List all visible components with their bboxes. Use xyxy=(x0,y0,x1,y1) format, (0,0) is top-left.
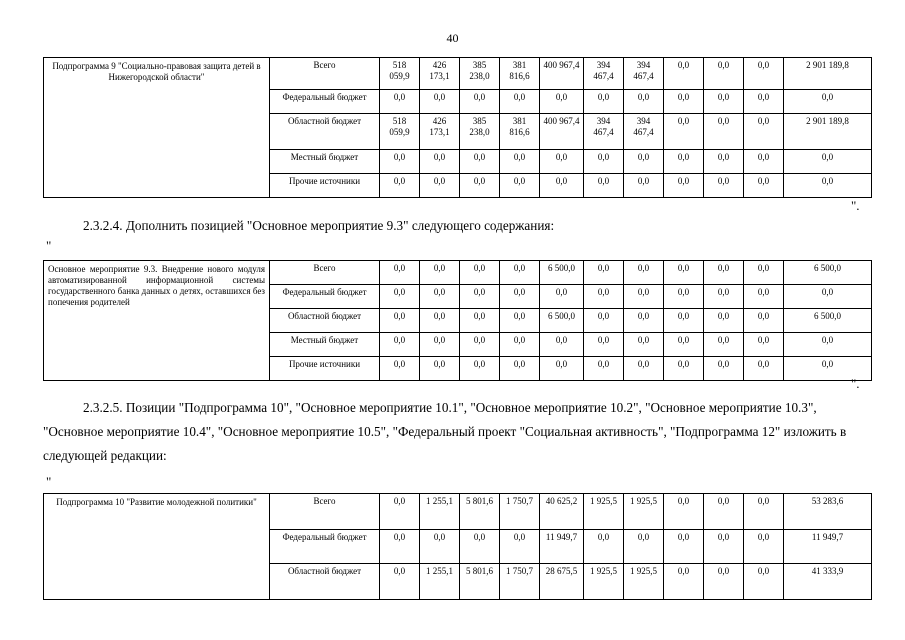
amount-cell: 0,0 xyxy=(584,530,624,564)
amount-cell: 0,0 xyxy=(664,333,704,357)
amount-cell: 40 625,2 xyxy=(540,494,584,530)
amount-cell: 2 901 189,8 xyxy=(784,114,872,150)
amount-cell: 0,0 xyxy=(664,174,704,198)
amount-cell: 0,0 xyxy=(380,285,420,309)
amount-cell: 0,0 xyxy=(744,90,784,114)
closing-quote: ". xyxy=(851,198,860,213)
amount-cell: 5 801,6 xyxy=(460,494,500,530)
funding-source-cell: Прочие источники xyxy=(270,357,380,381)
amount-cell: 0,0 xyxy=(704,309,744,333)
amount-cell: 6 500,0 xyxy=(784,261,872,285)
amount-cell: 0,0 xyxy=(784,90,872,114)
amount-cell: 0,0 xyxy=(420,285,460,309)
amount-cell: 0,0 xyxy=(420,530,460,564)
amount-cell: 0,0 xyxy=(664,90,704,114)
amount-cell: 0,0 xyxy=(744,564,784,600)
amount-cell: 0,0 xyxy=(624,261,664,285)
amount-cell: 0,0 xyxy=(704,58,744,90)
funding-source-cell: Федеральный бюджет xyxy=(270,530,380,564)
amount-cell: 0,0 xyxy=(624,90,664,114)
amount-cell: 0,0 xyxy=(420,333,460,357)
funding-source-cell: Всего xyxy=(270,58,380,90)
amount-cell: 0,0 xyxy=(664,564,704,600)
amount-cell: 0,0 xyxy=(744,114,784,150)
amount-cell: 0,0 xyxy=(540,333,584,357)
table-row xyxy=(44,58,872,90)
amount-cell: 381 816,6 xyxy=(500,114,540,150)
amount-cell: 11 949,7 xyxy=(540,530,584,564)
funding-source-cell: Федеральный бюджет xyxy=(270,285,380,309)
amount-cell: 0,0 xyxy=(380,90,420,114)
subprogram-10-budget-table xyxy=(43,493,872,600)
amount-cell: 0,0 xyxy=(744,530,784,564)
amount-cell: 394 467,4 xyxy=(624,58,664,90)
amount-cell: 385 238,0 xyxy=(460,114,500,150)
amount-cell: 0,0 xyxy=(584,309,624,333)
amount-cell: 0,0 xyxy=(380,494,420,530)
amount-cell: 0,0 xyxy=(500,357,540,381)
opening-quote: " xyxy=(46,474,52,489)
amount-cell: 0,0 xyxy=(500,90,540,114)
funding-source-cell: Областной бюджет xyxy=(270,114,380,150)
amount-cell: 0,0 xyxy=(704,530,744,564)
amount-cell: 0,0 xyxy=(744,174,784,198)
amount-cell: 426 173,1 xyxy=(420,58,460,90)
amount-cell: 1 750,7 xyxy=(500,494,540,530)
amount-cell: 6 500,0 xyxy=(540,309,584,333)
paragraph-2-3-2-5: 2.3.2.5. Позиции "Подпрограмма 10", "Основное мероприятие 10.1", "Основное мероприятие 10.2", "Основное мероприятие 10.3", "Основное мероприятие 10.4", "Основное мероприятие 10.5", "Федеральный проект "Социальная активность", "Подпрограмма 12" изложить в следующей редакции: xyxy=(43,400,847,463)
amount-cell: 0,0 xyxy=(500,309,540,333)
item-title-cell: Основное мероприятие 9.3. Внедрение нового модуля автоматизированной информационной системы государственного банка данных о детях, оставшихся без попечения родителей xyxy=(44,261,270,381)
amount-cell: 0,0 xyxy=(744,58,784,90)
amount-cell: 0,0 xyxy=(744,333,784,357)
amount-cell: 394 467,4 xyxy=(624,114,664,150)
amount-cell: 0,0 xyxy=(380,357,420,381)
amount-cell: 0,0 xyxy=(500,174,540,198)
amount-cell: 0,0 xyxy=(460,309,500,333)
amount-cell: 0,0 xyxy=(460,285,500,309)
amount-cell: 0,0 xyxy=(784,333,872,357)
amount-cell: 0,0 xyxy=(584,285,624,309)
amount-cell: 0,0 xyxy=(380,530,420,564)
subprogram-9-budget-table xyxy=(43,57,872,198)
amount-cell: 11 949,7 xyxy=(784,530,872,564)
amount-cell: 0,0 xyxy=(664,530,704,564)
closing-quote: ". xyxy=(851,376,860,391)
amount-cell: 0,0 xyxy=(624,309,664,333)
amount-cell: 0,0 xyxy=(460,261,500,285)
amount-cell: 0,0 xyxy=(664,357,704,381)
table-row xyxy=(44,494,872,530)
paragraph-2-3-2-4: 2.3.2.4. Дополнить позицией "Основное мероприятие 9.3" следующего содержания: xyxy=(83,218,555,233)
amount-cell: 0,0 xyxy=(420,309,460,333)
amount-cell: 394 467,4 xyxy=(584,114,624,150)
amount-cell: 0,0 xyxy=(704,357,744,381)
amount-cell: 0,0 xyxy=(704,114,744,150)
amount-cell: 0,0 xyxy=(784,174,872,198)
funding-source-cell: Областной бюджет xyxy=(270,564,380,600)
amount-cell: 0,0 xyxy=(704,564,744,600)
amount-cell: 0,0 xyxy=(704,261,744,285)
amount-cell: 0,0 xyxy=(380,333,420,357)
amount-cell: 0,0 xyxy=(540,174,584,198)
amount-cell: 0,0 xyxy=(460,530,500,564)
amount-cell: 0,0 xyxy=(584,261,624,285)
amount-cell: 0,0 xyxy=(744,150,784,174)
amount-cell: 426 173,1 xyxy=(420,114,460,150)
amount-cell: 0,0 xyxy=(784,357,872,381)
amount-cell: 0,0 xyxy=(420,357,460,381)
amount-cell: 0,0 xyxy=(704,150,744,174)
amount-cell: 53 283,6 xyxy=(784,494,872,530)
amount-cell: 6 500,0 xyxy=(784,309,872,333)
amount-cell: 0,0 xyxy=(664,285,704,309)
table-row xyxy=(44,261,872,285)
funding-source-cell: Областной бюджет xyxy=(270,309,380,333)
amount-cell: 0,0 xyxy=(380,564,420,600)
amount-cell: 0,0 xyxy=(704,90,744,114)
opening-quote: " xyxy=(46,238,52,253)
amount-cell: 394 467,4 xyxy=(584,58,624,90)
amount-cell: 0,0 xyxy=(664,150,704,174)
amount-cell: 0,0 xyxy=(624,150,664,174)
amount-cell: 0,0 xyxy=(380,261,420,285)
amount-cell: 1 750,7 xyxy=(500,564,540,600)
amount-cell: 0,0 xyxy=(744,309,784,333)
amount-cell: 1 255,1 xyxy=(420,494,460,530)
amount-cell: 0,0 xyxy=(500,150,540,174)
amount-cell: 0,0 xyxy=(584,90,624,114)
amount-cell: 0,0 xyxy=(744,494,784,530)
amount-cell: 0,0 xyxy=(540,150,584,174)
amount-cell: 0,0 xyxy=(624,285,664,309)
amount-cell: 518 059,9 xyxy=(380,58,420,90)
amount-cell: 0,0 xyxy=(744,357,784,381)
amount-cell: 5 801,6 xyxy=(460,564,500,600)
amount-cell: 0,0 xyxy=(624,174,664,198)
amount-cell: 1 255,1 xyxy=(420,564,460,600)
amount-cell: 1 925,5 xyxy=(584,494,624,530)
amount-cell: 0,0 xyxy=(380,174,420,198)
amount-cell: 0,0 xyxy=(380,309,420,333)
amount-cell: 518 059,9 xyxy=(380,114,420,150)
funding-source-cell: Всего xyxy=(270,261,380,285)
funding-source-cell: Местный бюджет xyxy=(270,333,380,357)
amount-cell: 0,0 xyxy=(420,90,460,114)
amount-cell: 0,0 xyxy=(380,150,420,174)
amount-cell: 0,0 xyxy=(744,261,784,285)
funding-source-cell: Местный бюджет xyxy=(270,150,380,174)
amount-cell: 0,0 xyxy=(704,285,744,309)
amount-cell: 400 967,4 xyxy=(540,58,584,90)
amount-cell: 0,0 xyxy=(420,150,460,174)
amount-cell: 0,0 xyxy=(420,174,460,198)
amount-cell: 0,0 xyxy=(540,357,584,381)
amount-cell: 0,0 xyxy=(584,174,624,198)
amount-cell: 0,0 xyxy=(624,357,664,381)
amount-cell: 0,0 xyxy=(784,285,872,309)
amount-cell: 0,0 xyxy=(744,285,784,309)
funding-source-cell: Прочие источники xyxy=(270,174,380,198)
amount-cell: 28 675,5 xyxy=(540,564,584,600)
amount-cell: 0,0 xyxy=(584,333,624,357)
activity-9-3-budget-table xyxy=(43,260,872,381)
amount-cell: 0,0 xyxy=(664,494,704,530)
amount-cell: 0,0 xyxy=(460,357,500,381)
funding-source-cell: Всего xyxy=(270,494,380,530)
amount-cell: 0,0 xyxy=(540,285,584,309)
amount-cell: 41 333,9 xyxy=(784,564,872,600)
item-title-cell: Подпрограмма 10 "Развитие молодежной политики" xyxy=(44,494,270,600)
amount-cell: 1 925,5 xyxy=(584,564,624,600)
amount-cell: 1 925,5 xyxy=(624,494,664,530)
amount-cell: 0,0 xyxy=(784,150,872,174)
page-number: 40 xyxy=(446,31,459,45)
amount-cell: 0,0 xyxy=(704,494,744,530)
amount-cell: 0,0 xyxy=(704,174,744,198)
amount-cell: 0,0 xyxy=(500,530,540,564)
amount-cell: 400 967,4 xyxy=(540,114,584,150)
amount-cell: 0,0 xyxy=(460,150,500,174)
amount-cell: 0,0 xyxy=(664,114,704,150)
amount-cell: 0,0 xyxy=(584,150,624,174)
amount-cell: 2 901 189,8 xyxy=(784,58,872,90)
amount-cell: 0,0 xyxy=(460,174,500,198)
amount-cell: 0,0 xyxy=(460,90,500,114)
amount-cell: 1 925,5 xyxy=(624,564,664,600)
amount-cell: 0,0 xyxy=(704,333,744,357)
amount-cell: 0,0 xyxy=(420,261,460,285)
amount-cell: 381 816,6 xyxy=(500,58,540,90)
amount-cell: 385 238,0 xyxy=(460,58,500,90)
amount-cell: 0,0 xyxy=(664,58,704,90)
amount-cell: 0,0 xyxy=(664,261,704,285)
amount-cell: 0,0 xyxy=(500,333,540,357)
amount-cell: 0,0 xyxy=(584,357,624,381)
amount-cell: 6 500,0 xyxy=(540,261,584,285)
funding-source-cell: Федеральный бюджет xyxy=(270,90,380,114)
amount-cell: 0,0 xyxy=(540,90,584,114)
amount-cell: 0,0 xyxy=(460,333,500,357)
amount-cell: 0,0 xyxy=(624,333,664,357)
amount-cell: 0,0 xyxy=(500,261,540,285)
amount-cell: 0,0 xyxy=(500,285,540,309)
amount-cell: 0,0 xyxy=(624,530,664,564)
item-title-cell: Подпрограмма 9 "Социально-правовая защита детей в Нижегородской области" xyxy=(44,58,270,198)
amount-cell: 0,0 xyxy=(664,309,704,333)
